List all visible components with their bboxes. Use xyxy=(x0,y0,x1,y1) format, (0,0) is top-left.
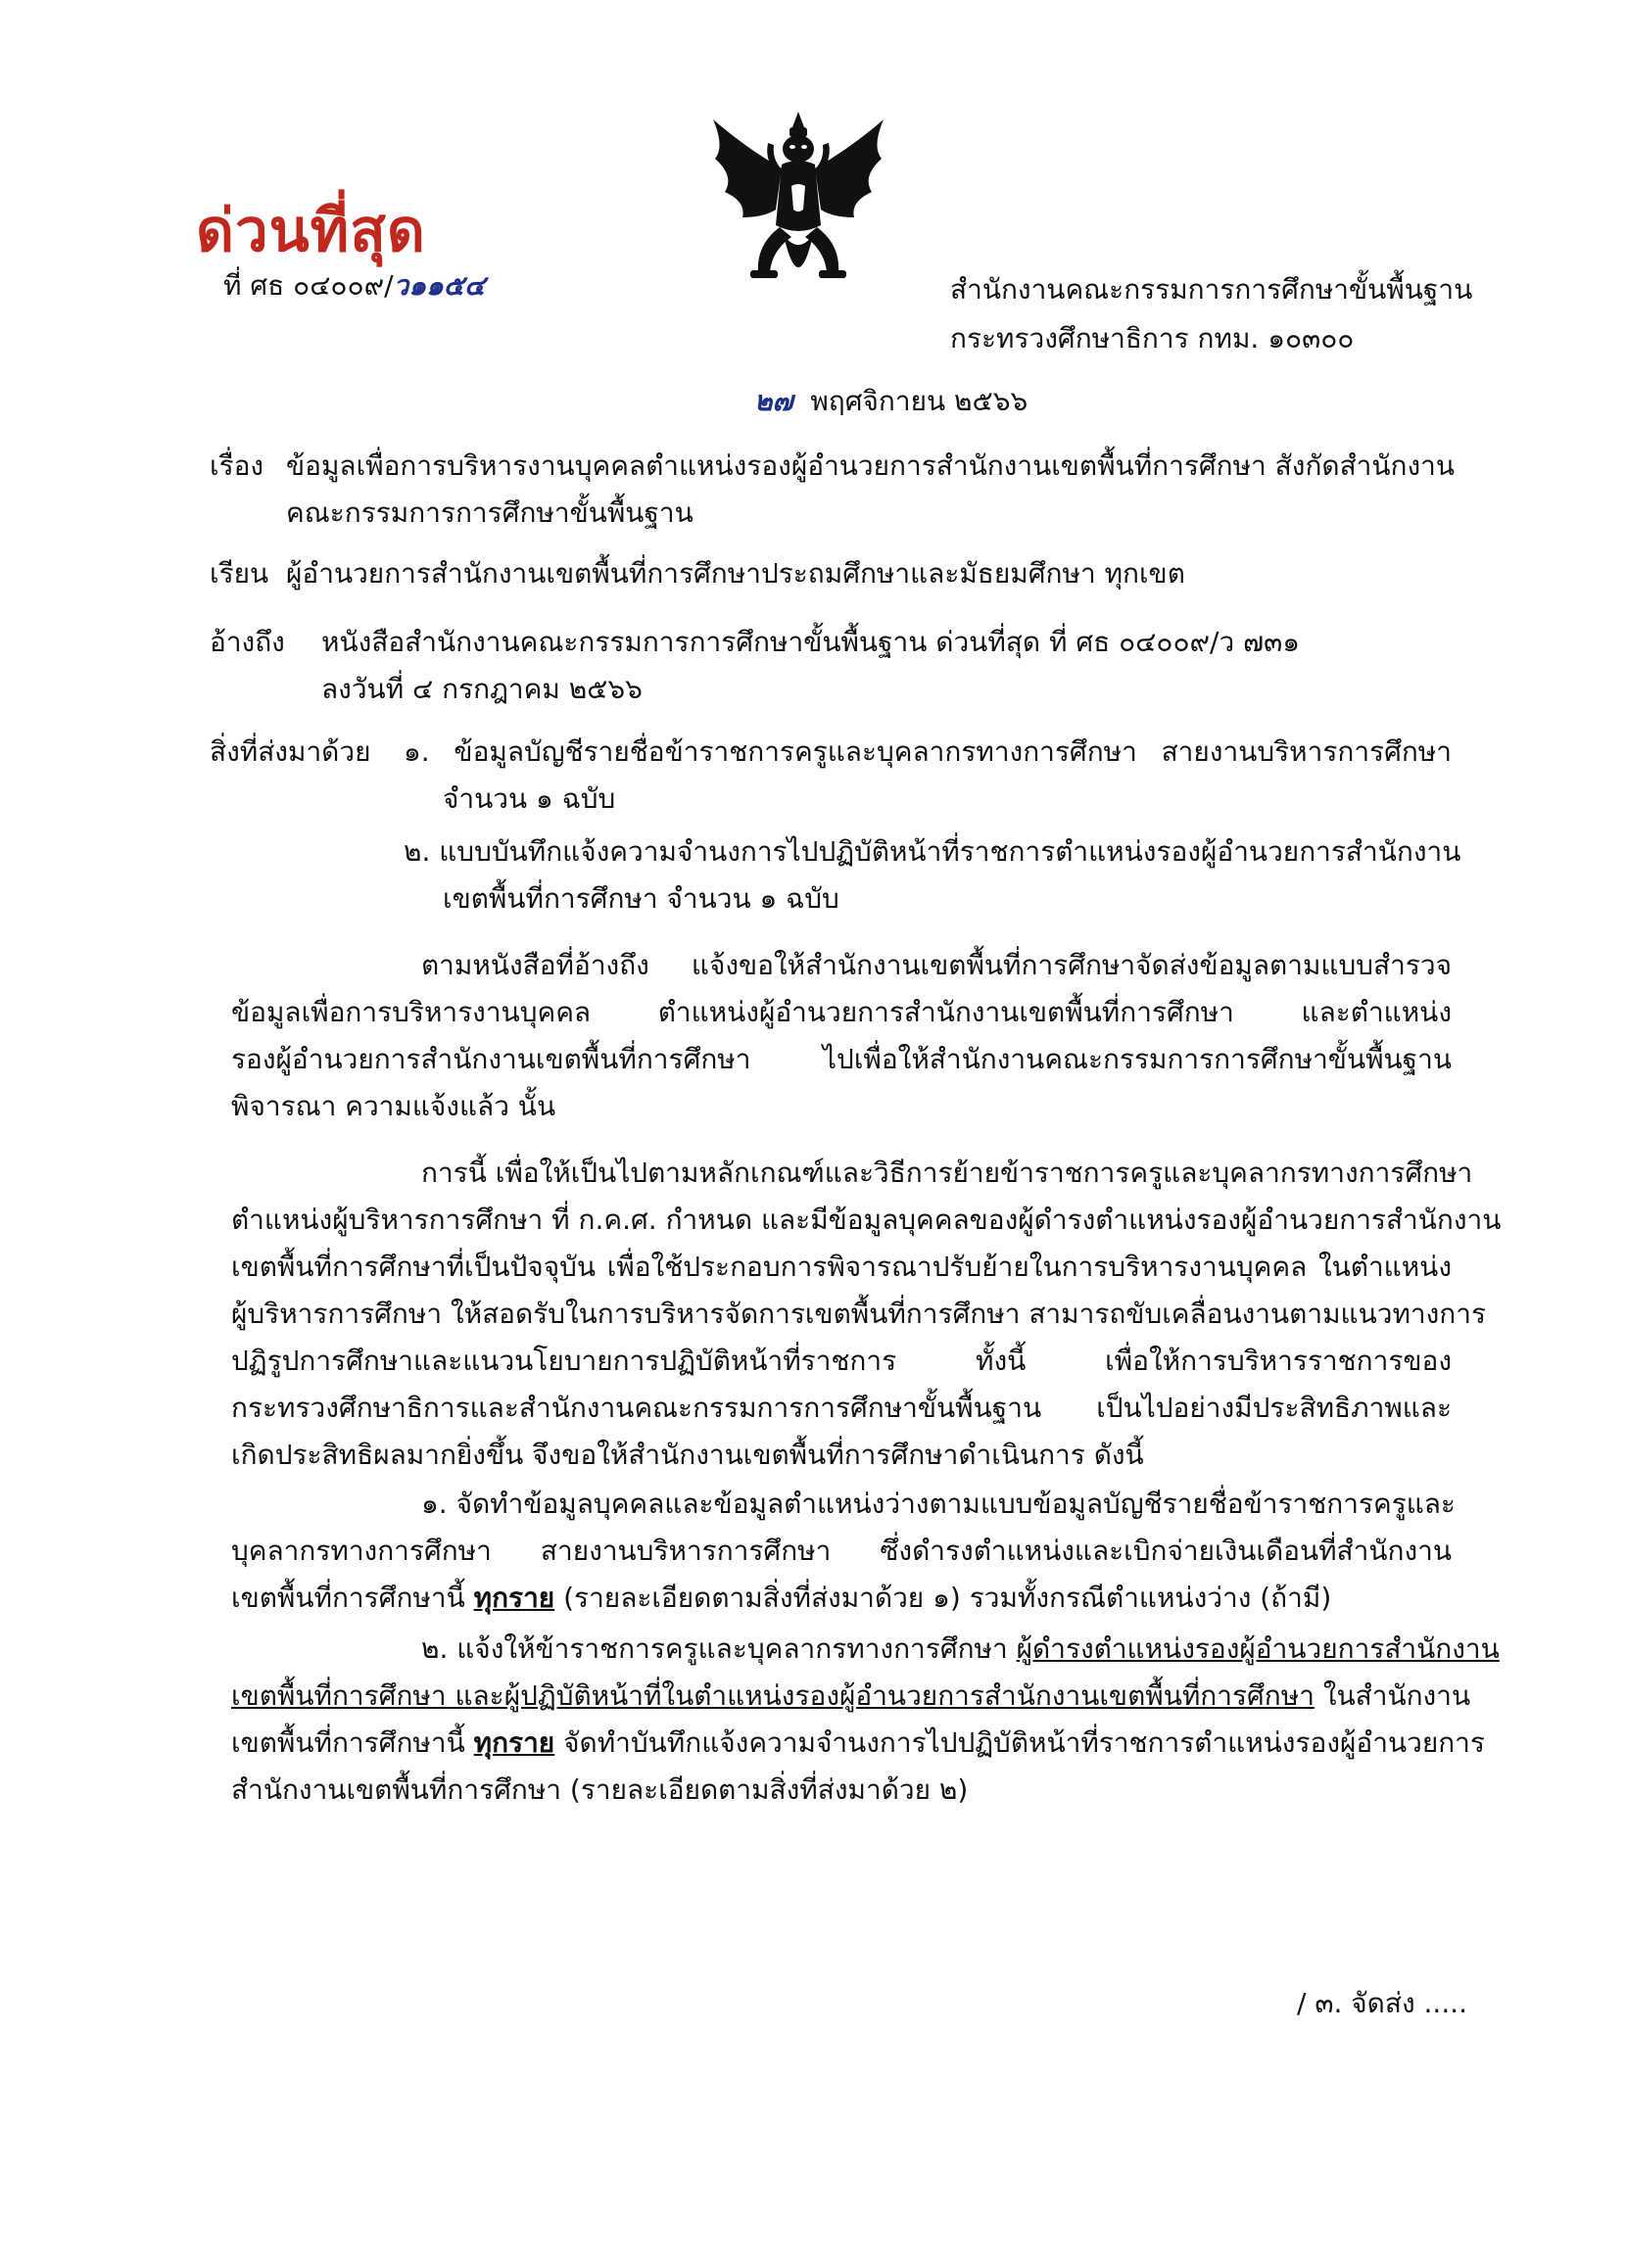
para1-line-3: รองผู้อำนวยการสำนักงานเขตพื้นที่การศึกษา ไปเพื่อให้สำนักงานคณะกรรมการการศึกษาขั้นพื้นฐาน xyxy=(231,1043,1452,1075)
item2-line-4: สำนักงานเขตพื้นที่การศึกษา (รายละเอียดตามสิ่งที่ส่งมาด้วย ๒) xyxy=(231,1773,969,1806)
item1-line-3: เขตพื้นที่การศึกษานี้ ทุกราย (รายละเอียดตามสิ่งที่ส่งมาด้วย ๑) รวมทั้งกรณีตำแหน่งว่าง (ถ้ามี) xyxy=(231,1582,1332,1614)
office-name: สำนักงานคณะกรรมการการศึกษาขั้นพื้นฐาน xyxy=(950,273,1473,306)
reference-line-1: หนังสือสำนักงานคณะกรรมการการศึกษาขั้นพื้นฐาน ด่วนที่สุด ที่ ศธ ๐๔๐๐๙/ว ๗๓๑ xyxy=(321,626,1301,658)
subject-line-1: ข้อมูลเพื่อการบริหารงานบุคคลตำแหน่งรองผู้อำนวยการสำนักงานเขตพื้นที่การศึกษา สังกัดสำนักงาน xyxy=(286,449,1456,482)
enclosure-2-line-2: เขตพื้นที่การศึกษา จำนวน ๑ ฉบับ xyxy=(443,882,839,915)
para1-line-1: ตามหนังสือที่อ้างถึง แจ้งขอให้สำนักงานเขตพื้นที่การศึกษาจัดส่งข้อมูลตามแบบสำรวจ xyxy=(421,949,1452,981)
urgency-stamp: ด่วนที่สุด xyxy=(196,197,426,265)
item1-line-2: บุคลากรทางการศึกษา สายงานบริหารการศึกษา ซึ่งดำรงตำแหน่งและเบิกจ่ายเงินเดือนที่สำนักงาน xyxy=(231,1535,1452,1567)
para1-line-4: พิจารณา ความแจ้งแล้ว นั้น xyxy=(231,1090,556,1122)
reference-line-2: ลงวันที่ ๔ กรกฎาคม ๒๕๖๖ xyxy=(321,673,643,705)
item2-underlined-2: เขตพื้นที่การศึกษา และผู้ปฏิบัติหน้าที่ในตำแหน่งรองผู้อำนวยการสำนักงานเขตพื้นที่การศึกษา xyxy=(231,1679,1315,1712)
item2-underlined-1: ผู้ดำรงตำแหน่งรองผู้อำนวยการสำนักงาน xyxy=(1016,1632,1500,1665)
enclosure-2-line-1: ๒. แบบบันทึกแจ้งความจำนงการไปปฏิบัติหน้าที่ราชการตำแหน่งรองผู้อำนวยการสำนักงาน xyxy=(404,835,1461,868)
reference-number xyxy=(223,266,485,306)
salutation-text: ผู้อำนวยการสำนักงานเขตพื้นที่การศึกษาประถมศึกษาและมัธยมศึกษา ทุกเขต xyxy=(286,557,1185,590)
item1-line-1: ๑. จัดทำข้อมูลบุคคลและข้อมูลตำแหน่งว่างตามแบบข้อมูลบัญชีรายชื่อข้าราชการครูและ xyxy=(421,1488,1456,1520)
enclosure-1-line-2: จำนวน ๑ ฉบับ xyxy=(443,782,616,815)
item2-line-2: เขตพื้นที่การศึกษา และผู้ปฏิบัติหน้าที่ในตำแหน่งรองผู้อำนวยการสำนักงานเขตพื้นที่การศึกษา ในสำนักงาน xyxy=(231,1679,1471,1712)
reference-label: อ้างถึง xyxy=(210,626,285,658)
item2-line-1: ๒. แจ้งให้ข้าราชการครูและบุคลากรทางการศึกษา ผู้ดำรงตำแหน่งรองผู้อำนวยการสำนักงาน xyxy=(421,1632,1500,1665)
para2-line-7: เกิดประสิทธิผลมากยิ่งขึ้น จึงขอให้สำนักงานเขตพื้นที่การศึกษาดำเนินการ ดังนี้ xyxy=(231,1439,1144,1471)
garuda-emblem-icon xyxy=(686,108,911,304)
all-persons-emphasis-2: ทุกราย xyxy=(473,1726,555,1759)
date-day-handwritten: ๒๗ xyxy=(754,385,793,417)
reference-number-handwritten: ว๑๑๕๔ xyxy=(393,269,486,302)
page-continuation: / ๓. จัดส่ง ..... xyxy=(1297,1987,1468,2019)
date-month-year: พฤศจิกายน ๒๕๖๖ xyxy=(810,385,1028,417)
document-date xyxy=(754,382,1028,421)
para2-line-2: ตำแหน่งผู้บริหารการศึกษา ที่ ก.ค.ศ. กำหนด และมีข้อมูลบุคคลของผู้ดำรงตำแหน่งรองผู้อำนวยการสำนักงาน xyxy=(231,1204,1502,1236)
para2-line-4: ผู้บริหารการศึกษา ให้สอดรับในการบริหารจัดการเขตพื้นที่การศึกษา สามารถขับเคลื่อนงานตามแนวทางการ xyxy=(231,1298,1487,1330)
enclosures-label: สิ่งที่ส่งมาด้วย xyxy=(210,735,371,768)
salutation-label: เรียน xyxy=(210,557,269,590)
para1-line-2: ข้อมูลเพื่อการบริหารงานบุคคล ตำแหน่งผู้อำนวยการสำนักงานเขตพื้นที่การศึกษา และตำแหน่ง xyxy=(231,996,1452,1028)
para2-line-6: กระทรวงศึกษาธิการและสำนักงานคณะกรรมการการศึกษาขั้นพื้นฐาน เป็นไปอย่างมีประสิทธิภาพและ xyxy=(231,1392,1452,1424)
office-address: กระทรวงศึกษาธิการ กทม. ๑๐๓๐๐ xyxy=(950,322,1355,354)
item2-line-3: เขตพื้นที่การศึกษานี้ ทุกราย จัดทำบันทึกแจ้งความจำนงการไปปฏิบัติหน้าที่ราชการตำแหน่งรองผู้อำนวยการ xyxy=(231,1726,1485,1759)
para2-line-5: ปฏิรูปการศึกษาและแนวนโยบายการปฏิบัติหน้าที่ราชการ ทั้งนี้ เพื่อให้การบริหารราชการของ xyxy=(231,1345,1452,1377)
all-persons-emphasis: ทุกราย xyxy=(473,1582,555,1614)
para2-line-1: การนี้ เพื่อให้เป็นไปตามหลักเกณฑ์และวิธีการย้ายข้าราชการครูและบุคลากรทางการศึกษา xyxy=(421,1157,1473,1189)
reference-prefix: ที่ ศธ ๐๔๐๐๙/ xyxy=(223,269,394,302)
subject-line-2: คณะกรรมการการศึกษาขั้นพื้นฐาน xyxy=(286,496,693,529)
subject-label: เรื่อง xyxy=(210,449,264,482)
para2-line-3: เขตพื้นที่การศึกษาที่เป็นปัจจุบัน เพื่อใช้ประกอบการพิจารณาปรับย้ายในการบริหารงานบุคคล ในตำแหน่ง xyxy=(231,1251,1452,1283)
enclosure-1-line-1: ๑. ข้อมูลบัญชีรายชื่อข้าราชการครูและบุคลากรทางการศึกษา สายงานบริหารการศึกษา xyxy=(404,735,1452,768)
